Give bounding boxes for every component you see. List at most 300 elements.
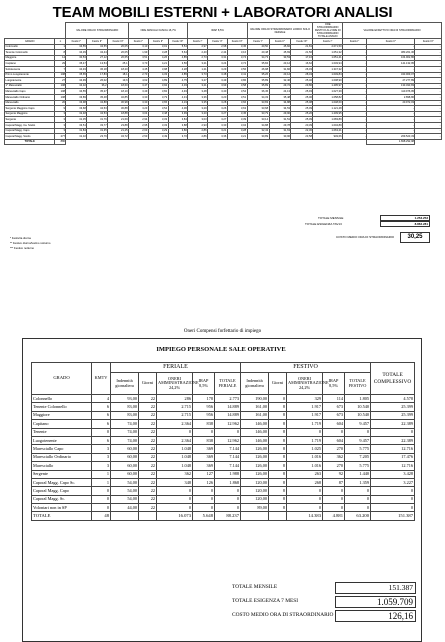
table-cell: 3,47	[129, 83, 149, 89]
table-cell: 0	[345, 428, 371, 436]
table-cell: 838	[193, 436, 215, 444]
table-cell: 27	[55, 78, 66, 84]
table-cell: 30,98	[108, 100, 129, 106]
table-cell: 127	[193, 470, 215, 478]
table-cell: 35,89	[247, 83, 269, 89]
table-cell: 83,00	[111, 411, 139, 419]
table-cell: -	[343, 78, 367, 84]
section-subtitle: Oneri Compensi forfettario di impiego	[183, 329, 262, 334]
table-cell: 32,43	[247, 128, 269, 134]
table-cell: 369	[193, 445, 215, 453]
table-cell: 0	[193, 504, 215, 512]
table-cell: 108	[55, 94, 66, 100]
table-cell: 60,00	[111, 470, 139, 478]
table-cell: 27.277,89	[367, 78, 415, 84]
total-value: 1.698.292,98	[367, 139, 415, 145]
table-cell: 286	[157, 395, 193, 403]
table-cell: -	[343, 83, 367, 89]
table-cell: 34,73	[247, 55, 269, 61]
table-cell: 0	[157, 495, 193, 503]
table-cell: 5,64	[168, 50, 188, 56]
total-row	[32, 512, 415, 520]
table-cell: -	[343, 128, 367, 134]
table-cell: 14.889	[215, 403, 241, 411]
col-header: IRAP 8,5%	[193, 373, 215, 395]
table-cell: 32,48	[66, 111, 87, 117]
table-cell: 18,60	[108, 83, 129, 89]
table-cell	[269, 512, 287, 520]
table-cell: 3,21	[227, 134, 247, 140]
table-cell: 1.295,97	[313, 83, 343, 89]
table-cell: 22.389	[371, 420, 415, 428]
table-cell: Sergente Maggiore	[5, 111, 55, 117]
table-cell: 29,90	[269, 111, 291, 117]
table-cell: 0	[157, 428, 193, 436]
table-cell: 0	[323, 487, 345, 495]
table-cell: 87	[323, 478, 345, 486]
table-cell: 2.898,86	[367, 94, 415, 100]
table-cell: 3,36	[208, 134, 228, 140]
table-cell: 9	[55, 106, 66, 112]
table-cell: 3,82	[148, 89, 168, 95]
table-cell: 33,53	[269, 55, 291, 61]
col-header: Festiv I°	[343, 39, 367, 45]
table-cell: 3,70	[168, 134, 188, 140]
col-header: Festiv III°	[227, 39, 247, 45]
table-cell: 4,62	[129, 78, 149, 84]
table-cell: 74,00	[111, 420, 139, 428]
table-cell: 0	[215, 428, 241, 436]
table-cell: 93,00	[111, 395, 139, 403]
table-cell: 4,06	[168, 106, 188, 112]
table-cell: 2.715	[157, 403, 193, 411]
table-cell: 343.969,07	[367, 72, 415, 78]
table-cell: 3,88	[168, 122, 188, 128]
table-cell: Maresciallo Ordinario	[5, 94, 55, 100]
table-cell: 3,65	[148, 100, 168, 106]
table-cell: 3,99	[208, 83, 228, 89]
table-cell: 3,10	[129, 44, 149, 50]
table-cell: 3.227	[371, 478, 415, 486]
table-cell: 35,27	[87, 89, 108, 95]
table-cell: 8	[269, 487, 287, 495]
table-cell: 0	[215, 504, 241, 512]
table-cell: 31,82	[269, 66, 291, 72]
table-cell: 0	[193, 487, 215, 495]
table-cell: Caporal Magg. Sc.	[32, 495, 92, 503]
table-row	[32, 395, 415, 403]
table-cell: 3,30	[129, 94, 149, 100]
table-cell: 3,56	[168, 61, 188, 67]
table-cell: -	[343, 94, 367, 100]
col-header: Festiv I°	[129, 39, 149, 45]
table-cell: 1	[92, 470, 111, 478]
table-cell: 3,24	[208, 61, 228, 67]
table-cell: 1.719	[287, 436, 323, 444]
table-cell: 0	[371, 487, 415, 495]
table-cell: Luogotenente	[32, 436, 92, 444]
table-cell: 1,21	[188, 66, 208, 72]
table-cell: 3	[92, 445, 111, 453]
table-cell: -	[415, 83, 442, 89]
table-cell: 35,48	[87, 94, 108, 100]
table-cell: 23,12	[269, 72, 291, 78]
table-cell: 3	[92, 453, 111, 461]
table-cell: 25,09	[291, 117, 313, 123]
table-cell: 2.715	[157, 411, 193, 419]
col-header: Festiv I°	[188, 39, 208, 45]
table-cell: 1.440	[345, 470, 371, 478]
table-cell: 0	[345, 495, 371, 503]
table-cell: 3,29	[208, 66, 228, 72]
total-monthly-label: TOTALE MENSILE	[318, 216, 344, 220]
table-cell: 3,41	[227, 72, 247, 78]
table-cell: 3,48	[188, 89, 208, 95]
table-cell: 28,43	[291, 72, 313, 78]
table-cell: 17.476	[371, 453, 415, 461]
table-cell: 22	[139, 411, 157, 419]
table-cell: 1.083,89	[313, 117, 343, 123]
table-cell: 33,68	[66, 106, 87, 112]
table-cell: 32,85	[108, 94, 129, 100]
table-cell: 23,76	[87, 134, 108, 140]
table-cell: 3,28	[148, 50, 168, 56]
table-cell: 16.073	[157, 512, 193, 520]
table-cell: 12.962	[215, 420, 241, 428]
table-cell: 19,6	[108, 78, 129, 84]
table-cell: 3,31	[208, 55, 228, 61]
table-cell: 0	[371, 504, 415, 512]
table-cell: 88.237	[215, 512, 241, 520]
table-cell: 949,66	[313, 134, 343, 140]
table-cell: 329	[287, 395, 323, 403]
band-feriale: FERIALE	[111, 363, 241, 373]
table-cell: 3,48	[148, 111, 168, 117]
table-cell: 36,18	[87, 66, 108, 72]
table-cell: 22	[139, 495, 157, 503]
table-cell: 22	[139, 436, 157, 444]
band-festivo: FESTIVO	[241, 363, 371, 373]
table-row	[32, 470, 415, 478]
page-title: TEAM MOBILI ESTERNI + LABORATORI ANALISI	[52, 4, 393, 21]
table-cell: 1.016	[287, 462, 323, 470]
table-cell: 22	[139, 462, 157, 470]
table-cell: 7.205	[345, 453, 371, 461]
col-header: Indennità giornaliera	[111, 373, 139, 395]
table-cell: 110.976,95	[367, 89, 415, 95]
table-cell: 31,35	[66, 117, 87, 123]
table-cell: 24,13	[269, 89, 291, 95]
table-cell: 1.917	[287, 403, 323, 411]
table-cell: 369	[193, 462, 215, 470]
table-cell: 3,99	[168, 111, 188, 117]
col-header: Festiv II°	[87, 39, 108, 45]
table-cell: 74,00	[111, 428, 139, 436]
table-cell: 3	[92, 462, 111, 470]
table-cell: -	[343, 100, 367, 106]
table-cell: 23,88	[108, 122, 129, 128]
table-cell: 14	[55, 55, 66, 61]
table-cell: 348	[157, 478, 193, 486]
table-cell: 3,29	[148, 128, 168, 134]
table-cell: 3,21	[188, 61, 208, 67]
table-cell: 10.540	[345, 403, 371, 411]
table-cell: 3,04	[227, 122, 247, 128]
summary-label: TOTALE ESIGENZA 7 MESI	[232, 598, 299, 604]
table-cell: Sottotenente	[5, 66, 55, 72]
table-cell: 8	[269, 495, 287, 503]
table-cell: 22	[139, 445, 157, 453]
table-cell: 25.399	[371, 403, 415, 411]
table-cell: 5.775	[345, 445, 371, 453]
table-cell: -	[343, 61, 367, 67]
col-header: Festiv II°	[148, 39, 168, 45]
table-cell: 40,48	[247, 50, 269, 56]
table-cell: 2,94	[129, 117, 149, 123]
table-cell: 7.144	[215, 445, 241, 453]
group-header: IRAP 8,5%	[188, 23, 247, 39]
table-cell: 7	[55, 66, 66, 72]
table-row	[32, 453, 415, 461]
total-count: 880	[55, 139, 66, 145]
table-cell: 269.523,33	[367, 134, 415, 140]
table-cell: 4,85	[168, 55, 188, 61]
table-cell: 2,40	[188, 50, 208, 56]
table-cell: 146,00	[241, 420, 269, 428]
table-cell: 4	[92, 395, 111, 403]
table-cell: 1.048	[157, 453, 193, 461]
table-cell: 604	[323, 420, 345, 428]
table-cell: 14.889	[215, 411, 241, 419]
table-cell	[241, 512, 269, 520]
table-cell: 34,88	[269, 100, 291, 106]
table-cell: 0	[323, 495, 345, 503]
table-cell: -	[415, 55, 442, 61]
table-cell: 36,2	[87, 83, 108, 89]
table-cell: 21,69	[108, 117, 129, 123]
table-cell: 12.716	[371, 462, 415, 470]
table-cell: -	[415, 78, 442, 84]
table-cell: -	[367, 117, 415, 123]
table-cell: 0	[92, 495, 111, 503]
summary-value: 126,16	[335, 610, 416, 622]
table-cell: 1.058,82	[313, 94, 343, 100]
table-cell: 3	[55, 128, 66, 134]
table-cell: -	[415, 72, 442, 78]
table-cell	[111, 512, 139, 520]
col-header: Festiv III°	[108, 39, 129, 45]
table-cell: 277	[55, 134, 66, 140]
table-cell: 4,75	[168, 78, 188, 84]
table-cell: 0	[287, 495, 323, 503]
table-cell: 33,98	[66, 100, 87, 106]
table-cell: 20.972,03	[367, 100, 415, 106]
table-cell: 34,88	[87, 100, 108, 106]
table-cell: -	[367, 111, 415, 117]
col-header: KMTV	[92, 363, 111, 395]
table-cell: -	[415, 50, 442, 56]
col-header: Festiv II°	[269, 39, 291, 45]
table-cell: 25,08	[291, 100, 313, 106]
table-cell: 3,84	[168, 117, 188, 123]
table-cell: -	[367, 44, 415, 50]
table-cell: -	[367, 66, 415, 72]
table-cell: 126	[193, 478, 215, 486]
table-cell: 4,31	[168, 94, 188, 100]
table-cell: 25,20	[291, 111, 313, 117]
total-need-label: TOTALE ESIGENZA TAV13	[305, 222, 342, 226]
table-cell: 13,54	[87, 61, 108, 67]
table-cell: 46,98	[247, 66, 269, 72]
table-cell: 268	[287, 478, 323, 486]
table-cell: 30,53	[66, 55, 87, 61]
col-header: Festiv III°	[168, 39, 188, 45]
table-cell: 8	[269, 453, 287, 461]
table-cell: 3,74	[227, 55, 247, 61]
table-cell: 33,83	[247, 100, 269, 106]
table-cell: 3,03	[188, 117, 208, 123]
table-cell: Sergente Maggiore Capo	[5, 106, 55, 112]
table-cell: 29,80	[291, 83, 313, 89]
table-cell: 164.902,86	[367, 55, 415, 61]
table-cell: 178	[193, 395, 215, 403]
table-cell: -	[343, 117, 367, 123]
total-monthly-value: 1.253.253	[380, 215, 430, 221]
table-cell: 30,89	[247, 134, 269, 140]
table-cell: Sergente	[32, 470, 92, 478]
table-cell: 3,35	[188, 100, 208, 106]
avg-cost-label: COSTO MEDIO ORA DI STRAORDINARIO	[336, 235, 395, 239]
table-cell: 126,00	[241, 462, 269, 470]
table-row	[32, 428, 415, 436]
table-cell: 120,00	[241, 478, 269, 486]
table-cell: -	[415, 66, 442, 72]
table-cell: 1.209,95	[313, 111, 343, 117]
table-cell: Colonnello	[5, 44, 55, 50]
table-cell: 34,44	[87, 50, 108, 56]
table-cell: 956	[193, 411, 215, 419]
table-cell: 7.144	[215, 462, 241, 470]
table-cell: 120,00	[241, 487, 269, 495]
overtime-cost-table	[4, 22, 442, 145]
table-cell: 126,00	[241, 470, 269, 478]
table-cell: Maggiore	[5, 55, 55, 61]
table-cell: -	[343, 55, 367, 61]
table-cell: 838	[193, 420, 215, 428]
table-cell: -	[343, 89, 367, 95]
table-cell: Tenente	[32, 428, 92, 436]
table-cell: -	[367, 128, 415, 134]
table-cell: 0	[371, 428, 415, 436]
table-cell: 3,27	[208, 117, 228, 123]
table-cell: 3,27	[208, 111, 228, 117]
col-header: Giorni	[269, 373, 287, 395]
table-cell: 3,49	[129, 89, 149, 95]
table-cell: 1.917	[287, 411, 323, 419]
table-cell: 3,27	[188, 78, 208, 84]
table-cell: 3,26	[208, 106, 228, 112]
table-cell: 270	[323, 445, 345, 453]
table-cell: Caporal Magg. Capo	[5, 128, 55, 134]
table-cell: -	[343, 72, 367, 78]
table-cell: 0	[287, 504, 323, 512]
table-cell: 18,1	[108, 72, 129, 78]
table-cell: 35,89	[247, 78, 269, 84]
table-cell: 0	[287, 487, 323, 495]
table-cell: 33,68	[247, 106, 269, 112]
table-cell: 3,63	[227, 106, 247, 112]
table-cell: 3,58	[227, 83, 247, 89]
table-cell: 6	[92, 436, 111, 444]
table-cell: 31,76	[87, 117, 108, 123]
table-cell: 20	[55, 100, 66, 106]
table-cell: 8	[269, 428, 287, 436]
table-cell: 22	[139, 478, 157, 486]
table-cell: 23,58	[291, 134, 313, 140]
table-row	[32, 462, 415, 470]
table-cell: 1.049,84	[313, 72, 343, 78]
group-header: VALORE EFFETTIVO ORA DI STRAORDINARIO	[343, 23, 442, 39]
table-cell: 25,00	[291, 94, 313, 100]
table-cell: 108	[55, 72, 66, 78]
summary-label: COSTO MEDIO ORA DI STRAORDINARIO	[232, 612, 334, 618]
table-cell: 1.121,48	[313, 106, 343, 112]
table-cell	[139, 512, 157, 520]
table-cell: 604	[323, 436, 345, 444]
table-cell: 35,47	[66, 61, 87, 67]
col-header: GRADO	[5, 39, 55, 45]
table-cell: 0	[287, 428, 323, 436]
table-cell: 0	[193, 428, 215, 436]
table-cell: 2.364	[157, 420, 193, 428]
table-cell: 22	[139, 487, 157, 495]
table-cell: 6	[92, 403, 111, 411]
table-cell: Tenente Colonnello	[32, 403, 92, 411]
table-cell: 3,54	[227, 89, 247, 95]
table-cell: Maresciallo Ordinario	[32, 453, 92, 461]
col-header: TOTALE FERIALE	[215, 373, 241, 395]
table-cell: Caporal Magg. Capo	[32, 487, 92, 495]
table-cell: 3,54	[148, 106, 168, 112]
table-cell: -	[343, 134, 367, 140]
total-label: TOTALE	[5, 139, 55, 145]
table-cell: 3,79	[148, 94, 168, 100]
group-header: VALORE ORA DI STRAORDINARIO LORDO SOLO FERIALE	[247, 23, 313, 39]
table-cell: 3,51	[129, 55, 149, 61]
table-cell: 44,00	[111, 504, 139, 512]
table-cell: 22	[139, 453, 157, 461]
table-cell: 34,53	[269, 106, 291, 112]
table-cell: 3,49	[148, 134, 168, 140]
table-cell: Maresciallo Capo	[32, 445, 92, 453]
table-cell: Capitano	[32, 420, 92, 428]
table-cell: -	[343, 66, 367, 72]
table-cell: 0	[92, 487, 111, 495]
table-cell: 3,01	[148, 44, 168, 50]
table-cell: 3,45	[227, 111, 247, 117]
table-cell: 5.648	[193, 512, 215, 520]
table-cell: 3,73	[188, 72, 208, 78]
table-cell: 3.428	[371, 470, 415, 478]
table-cell: 4.578	[371, 395, 415, 403]
table-cell: 8	[269, 478, 287, 486]
table-cell: 4,49	[168, 89, 188, 95]
table-cell: 3,51	[227, 94, 247, 100]
table-cell: 1.027,39	[313, 89, 343, 95]
table-cell: -	[415, 89, 442, 95]
table-cell: 3,49	[208, 78, 228, 84]
table-cell: TOTALE	[32, 512, 92, 520]
